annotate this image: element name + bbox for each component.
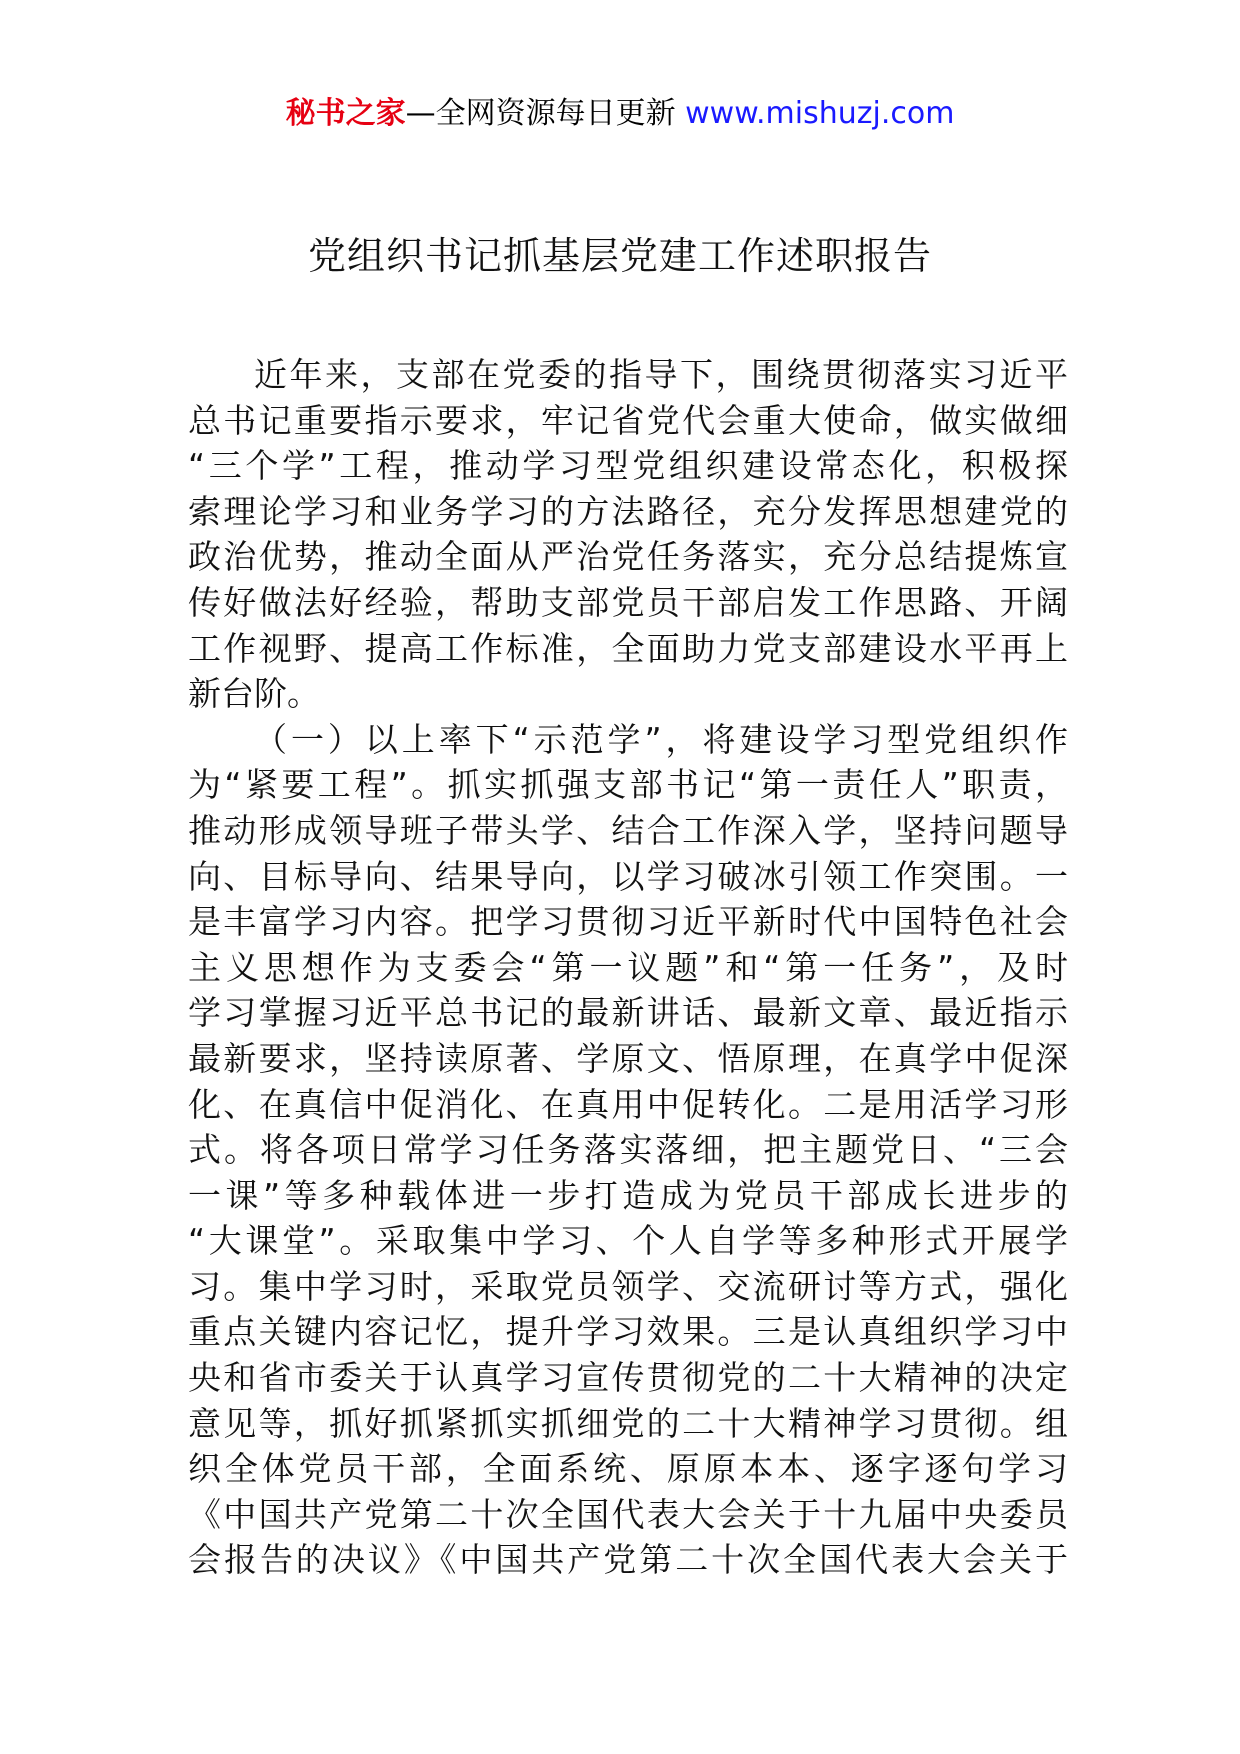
- body-line: 织全体党员干部，全面系统、原原本本、逐字逐句学习: [188, 1449, 1068, 1489]
- body-line: 向、目标导向、结果导向，以学习破冰引领工作突围。一: [188, 856, 1068, 896]
- body-line: 新台阶。: [188, 674, 320, 714]
- body-line: 央和省市委关于认真学习宣传贯彻党的二十大精神的决定: [188, 1358, 1068, 1398]
- body-line: 总书记重要指示要求，牢记省党代会重大使命，做实做细: [188, 400, 1068, 440]
- brand-name: 秘书之家: [285, 96, 406, 131]
- document-body: [188, 352, 1068, 1583]
- body-line: 会报告的决议》《中国共产党第二十次全国代表大会关于: [188, 1540, 1068, 1580]
- body-line: 近年来，支部在党委的指导下，围绕贯彻落实习近平: [254, 355, 1068, 394]
- document-title: 党组织书记抓基层党建工作述职报告: [307, 234, 932, 278]
- body-line: 为“紧要工程”。抓实抓强支部书记“第一责任人”职责，: [188, 765, 1068, 805]
- body-line: 推动形成领导班子带头学、结合工作深入学，坚持问题导: [188, 810, 1068, 850]
- body-line: “大课堂”。采取集中学习、个人自学等多种形式开展学: [188, 1221, 1068, 1261]
- body-line: 最新要求，坚持读原著、学原文、悟原理，在真学中促深: [188, 1038, 1068, 1078]
- header-slogan: —全网资源每日更新: [405, 96, 676, 131]
- body-line: 工作视野、提高工作标准，全面助力党支部建设水平再上: [188, 628, 1068, 668]
- body-line: 化、在真信中促消化、在真用中促转化。二是用活学习形: [188, 1084, 1068, 1124]
- body-line: 一课”等多种载体进一步打造成为党员干部成长进步的: [188, 1175, 1068, 1215]
- body-line: （一）以上率下“示范学”，将建设学习型党组织作: [254, 719, 1068, 759]
- body-line: 重点关键内容记忆，提升学习效果。三是认真组织学习中: [188, 1312, 1068, 1352]
- body-line: 《中国共产党第二十次全国代表大会关于十九届中央委员: [188, 1494, 1068, 1534]
- site-header: [0, 92, 1240, 136]
- body-line: “三个学”工程，推动学习型党组织建设常态化，积极探: [188, 446, 1068, 486]
- body-line: 式。将各项日常学习任务落实落细，把主题党日、“三会: [188, 1130, 1068, 1170]
- body-line: 习。集中学习时，采取党员领学、交流研讨等方式，强化: [188, 1266, 1068, 1306]
- body-line: 索理论学习和业务学习的方法路径，充分发挥思想建党的: [188, 491, 1068, 531]
- body-line: 意见等，抓好抓紧抓实抓细党的二十大精神学习贯彻。组: [188, 1403, 1068, 1443]
- site-url-link[interactable]: www.mishuzj.com: [685, 96, 955, 131]
- body-line: 学习掌握习近平总书记的最新讲话、最新文章、最近指示: [188, 993, 1068, 1033]
- body-line: 是丰富学习内容。把学习贯彻习近平新时代中国特色社会: [188, 902, 1068, 942]
- body-line: 主义思想作为支委会“第一议题”和“第一任务”，及时: [188, 947, 1068, 987]
- body-line: 政治优势，推动全面从严治党任务落实，充分总结提炼宣: [188, 537, 1068, 577]
- body-line: 传好做法好经验，帮助支部党员干部启发工作思路、开阔: [188, 582, 1068, 622]
